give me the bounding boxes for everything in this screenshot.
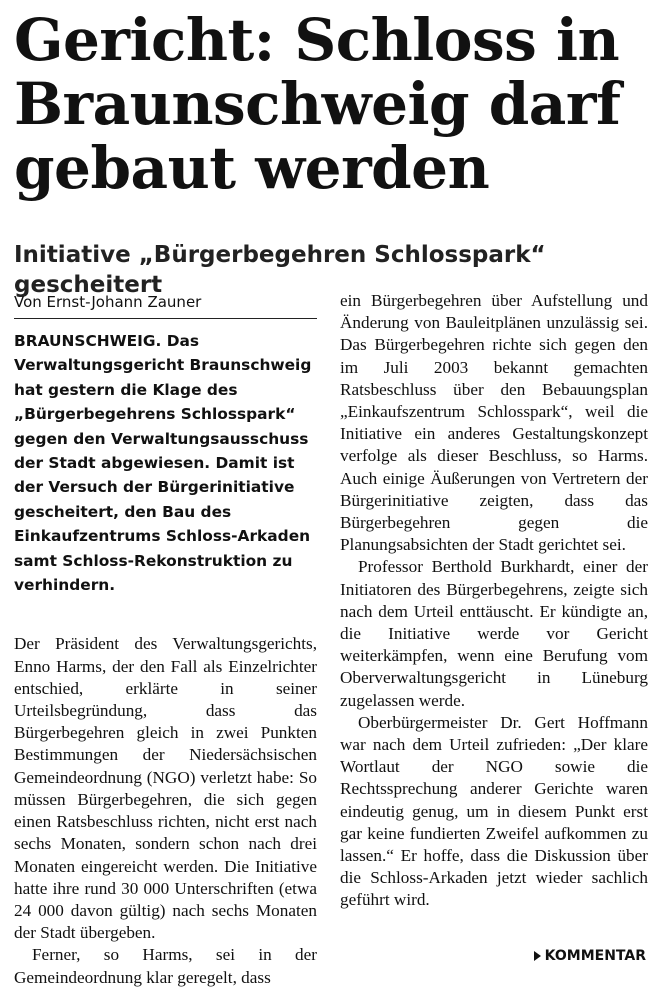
body-paragraph: ein Bürgerbegehren über Aufstellung und Änderung von Bauleitplänen unzulässig sei. Das Bürgerbegehren richte sich gegen den im Juli 2003 bekannt gemachten Ratsbeschluss über den Bebauungsplan „Einkaufszentrum Schlosspark“, weil die Initiative ein anderes Gestaltungskonzept verfolge als dieser Beschluss, so Harms. Auch einige Äußerungen von Vertretern der Bürgerinitiative zeigten, dass das Bürgerbegehren gegen die Planungsabsichten der Stadt gerichtet sei. xyxy=(340,291,648,555)
body-paragraph: Professor Berthold Burkhardt, einer der Initiatoren des Bürgerbegehrens, zeigte sich nach dem Urteil enttäuscht. Er kündigte an, die Initiative werde vor Gericht weiterkämpfen, wenn eine Berufung vom Oberverwaltungsgericht in Lüneburg zugelassen werde. xyxy=(340,557,648,710)
headline: Gericht: Schloss in Braunschweig darf gebaut werden xyxy=(14,6,621,202)
lead-paragraph: BRAUNSCHWEIG. Das Verwaltungsgericht Braunschweig hat gestern die Klage des „Bürgerbegehrens Schlosspark“ gegen den Verwaltungsausschuss der Stadt abgewiesen. Damit ist der Versuch der Bürgerinitiative gescheitert, den Bau des Einkaufzentrums Schloss-Arkaden samt Schloss-Rekonstruktion zu verhindern. xyxy=(14,332,312,595)
kommentar-link[interactable] xyxy=(534,946,646,966)
body-paragraph: Ferner, so Harms, sei in der Gemeindeordnung klar geregelt, dass xyxy=(14,945,317,987)
body-paragraph: Oberbürgermeister Dr. Gert Hoffmann war nach dem Urteil zufrieden: „Der klare Wortlaut der NGO sowie die Rechtssprechung anderer Gerichte waren eindeutig genug, um in diesem Punkt erst gar keine fundierten Zweifel aufkommen zu lassen.“ Er hoffe, dass die Diskussion über die Schloss-Arkaden jetzt wieder sachlich geführt wird. xyxy=(340,712,648,910)
arrow-right-icon xyxy=(534,951,541,961)
kommentar-label: KOMMENTAR xyxy=(544,948,646,964)
article-column-left xyxy=(14,290,317,989)
subheadline: Initiative „Bürgerbegehren Schlosspark“ gescheitert xyxy=(14,242,546,298)
byline: Von Ernst-Johann Zauner xyxy=(14,290,317,319)
body-paragraph: Der Präsident des Verwaltungsgerichts, Enno Harms, der den Fall als Einzelrichter entschied, erklärte in seiner Urteilsbegründung, dass das Bürgerbegehren gleich in zwei Punkten Bestimmungen der Niedersächsischen Gemeindeordnung (NGO) verletzt habe: So müssen Bürgerbegehren, die sich gegen einen Ratsbeschluss richten, nicht erst nach sechs Monaten, sondern schon nach drei Monaten eingereicht werden. Die Initiative hatte ihre rund 30 000 Unterschriften (etwa 24 000 davon gültig) nach sechs Monaten der Stadt übergeben. xyxy=(14,634,317,943)
article-column-right xyxy=(340,290,648,912)
